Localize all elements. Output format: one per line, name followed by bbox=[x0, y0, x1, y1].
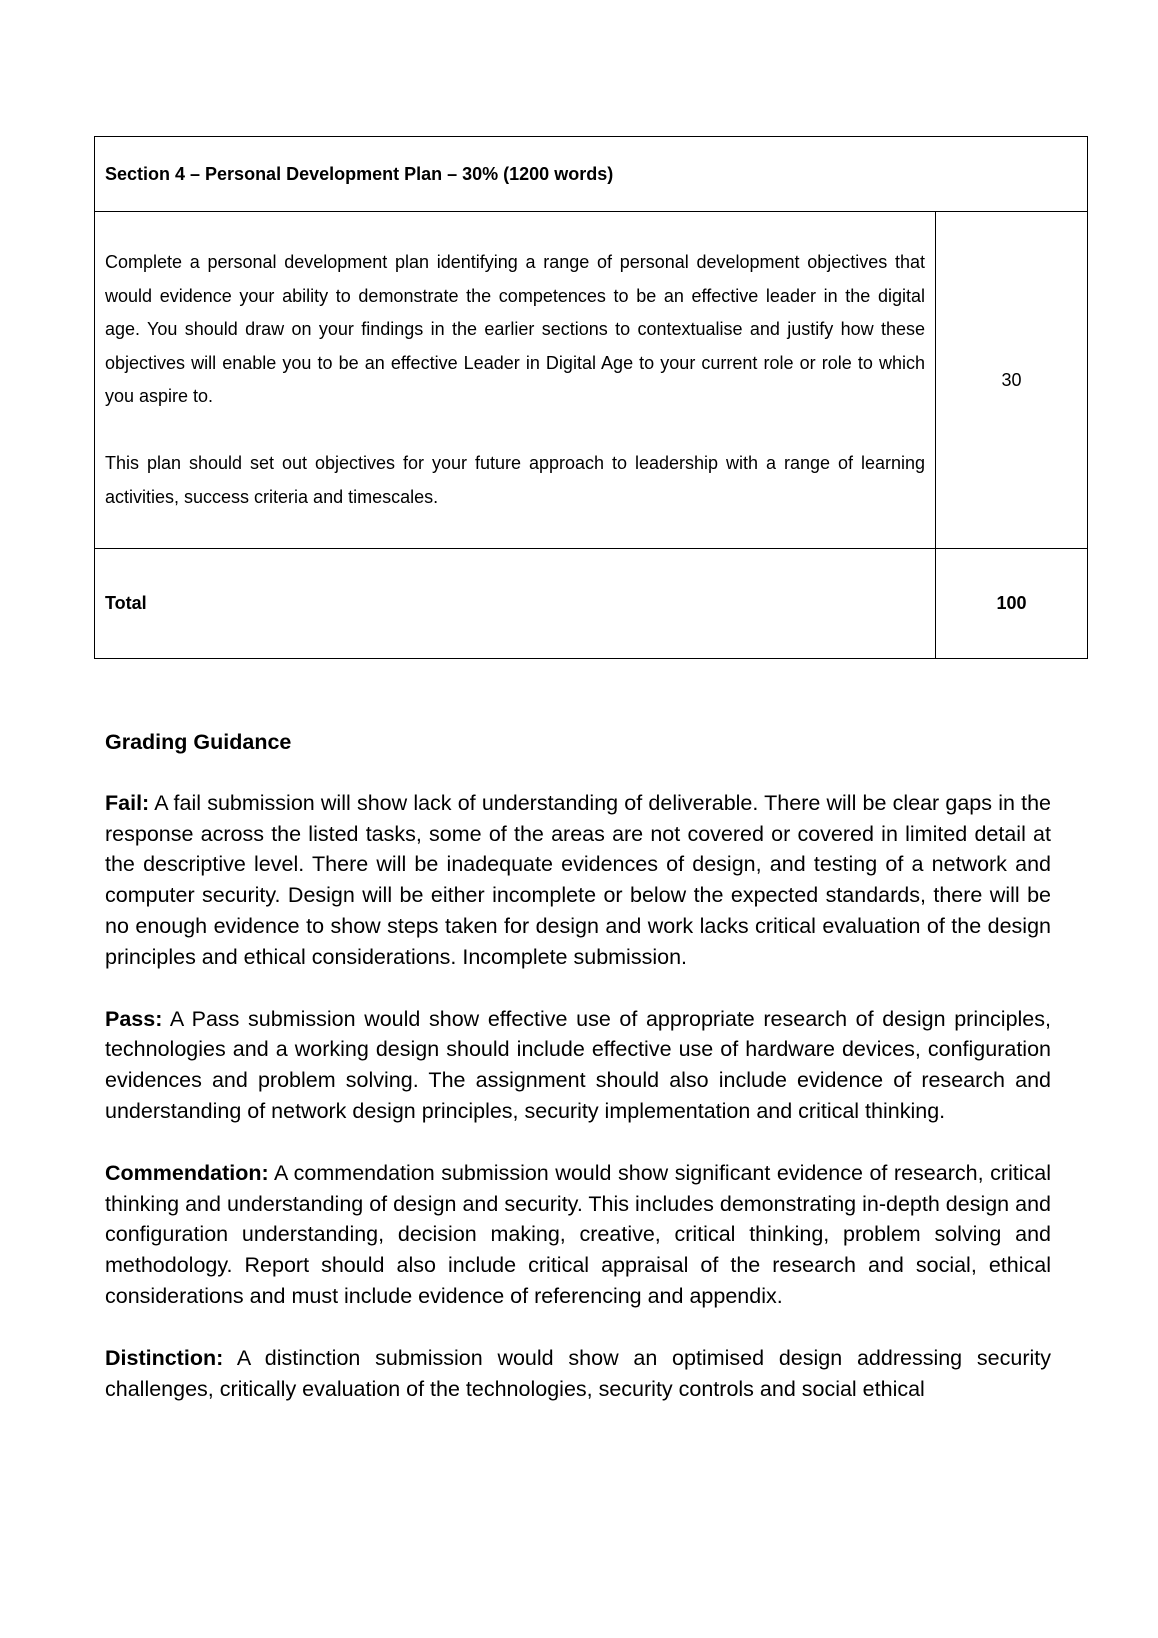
grading-distinction-text: A distinction submission would show an optimised design addressing security challenges, critically evaluation of the technologies, security controls and social ethical bbox=[105, 1345, 1051, 1401]
grading-pass bbox=[105, 1004, 1051, 1127]
section-description-row bbox=[95, 212, 1088, 549]
grading-pass-label: Pass: bbox=[105, 1006, 163, 1031]
total-row bbox=[95, 549, 1088, 659]
total-label: Total bbox=[95, 549, 936, 659]
grading-fail bbox=[105, 788, 1051, 973]
grading-guidance bbox=[105, 727, 1051, 1435]
marks-table bbox=[94, 136, 1088, 659]
section-description bbox=[95, 212, 936, 549]
grading-distinction bbox=[105, 1343, 1051, 1405]
section-marks: 30 bbox=[936, 212, 1088, 549]
grading-commendation bbox=[105, 1158, 1051, 1312]
grading-commendation-text: A commendation submission would show significant evidence of research, critical thinking and understanding of design and security. This includes demonstrating in-depth design and configuration understanding, decision making, creative, critical thinking, problem solving and methodology. Report should also include critical appraisal of the research and social, ethical considerations and must include evidence of referencing and appendix. bbox=[105, 1160, 1051, 1308]
grading-fail-text: A fail submission will show lack of understanding of deliverable. There will be clear gaps in the response across the listed tasks, some of the areas are not covered or covered in limited detail at the descriptive level. There will be inadequate evidences of design, and testing of a network and computer security. Design will be either incomplete or below the expected standards, there will be no enough evidence to show steps taken for design and work lacks critical evaluation of the design principles and ethical considerations. Incomplete submission. bbox=[105, 790, 1051, 969]
total-marks: 100 bbox=[936, 549, 1088, 659]
section-description-paragraph-2: This plan should set out objectives for your future approach to leadership with a range of learning activities, success criteria and timescales. bbox=[105, 453, 925, 507]
grading-guidance-title: Grading Guidance bbox=[105, 730, 292, 754]
section-description-paragraph-1: Complete a personal development plan identifying a range of personal development objectives that would evidence your ability to demonstrate the competences to be an effective leader in the digital age. You should draw on your findings in the earlier sections to contextualise and justify how these objectives will enable you to be an effective Leader in Digital Age to your current role or role to which you aspire to. bbox=[105, 252, 925, 406]
grading-commendation-label: Commendation: bbox=[105, 1160, 269, 1185]
section-heading: Section 4 – Personal Development Plan – 30% (1200 words) bbox=[95, 137, 1088, 212]
grading-fail-label: Fail: bbox=[105, 790, 150, 815]
grading-pass-text: A Pass submission would show effective use of appropriate research of design principles, technologies and a working design should include effective use of hardware devices, configuration evidences and problem solving. The assignment should also include evidence of research and understanding of network design principles, security implementation and critical thinking. bbox=[105, 1006, 1051, 1123]
section-heading-row bbox=[95, 137, 1088, 212]
grading-distinction-label: Distinction: bbox=[105, 1345, 224, 1370]
